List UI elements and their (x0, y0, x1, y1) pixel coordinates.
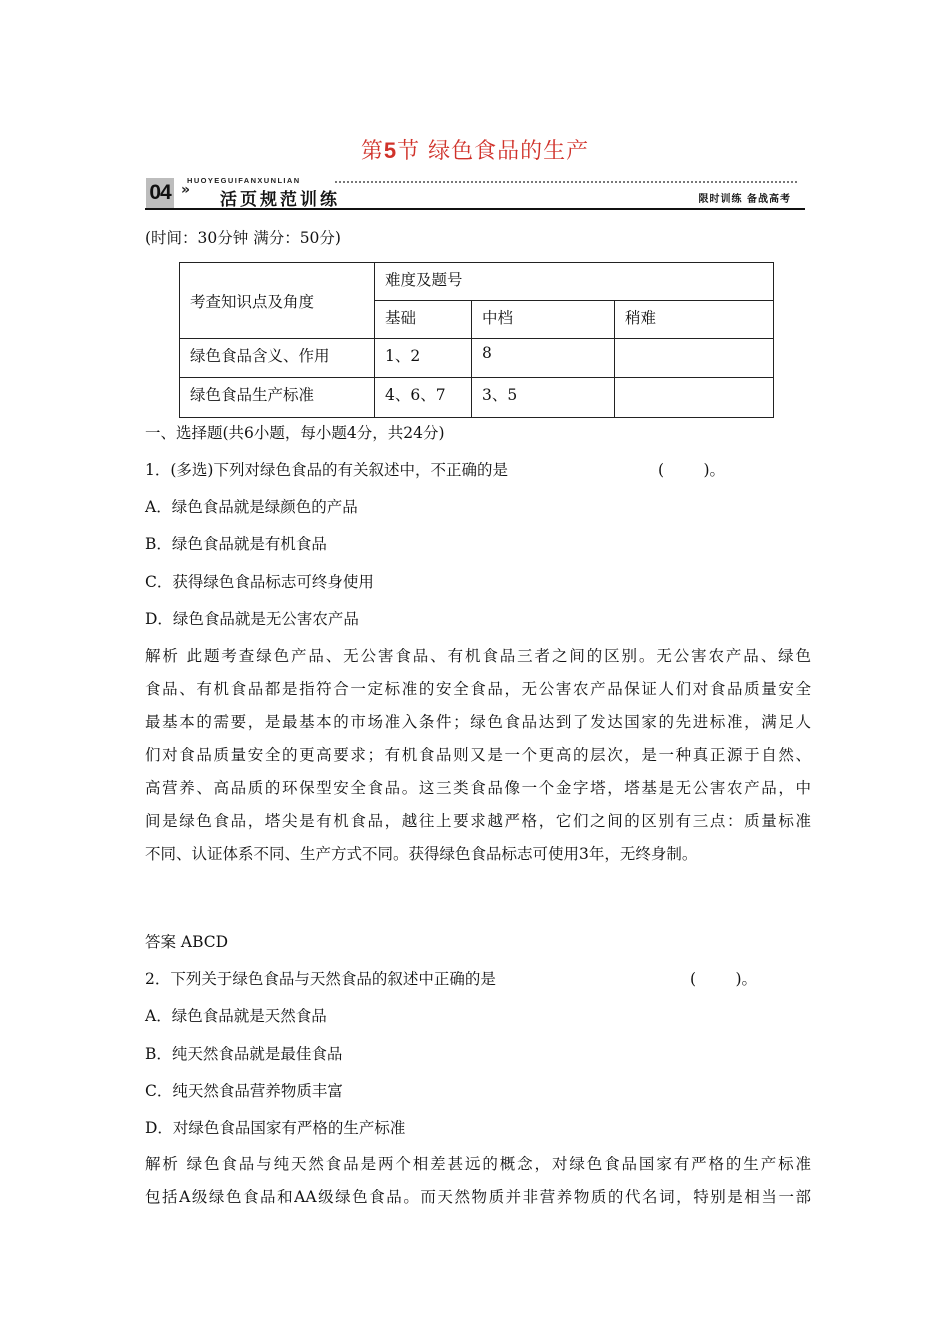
table-row (180, 378, 774, 418)
banner-dotted-line (335, 181, 797, 183)
section-banner (145, 172, 805, 212)
analysis-line: 高营养、高品质的环保型安全食品。这三类食品像一个金字塔，塔基是无公害农产品，中 (145, 779, 811, 797)
question-2-option-c: C．纯天然食品营养物质丰富 (145, 1082, 343, 1100)
question-1-answer: 答案 ABCD (145, 933, 229, 951)
analysis-line: 解析 绿色食品与纯天然食品是两个相差甚远的概念，对绿色食品国家有严格的生产标准 (145, 1155, 811, 1173)
banner-pinyin: HUOYEGUIFANXUNLIAN (187, 176, 301, 185)
analysis-line: 解析 此题考查绿色产品、无公害食品、有机食品三者之间的区别。无公害农产品、绿色 (145, 647, 811, 665)
chevron-right-icon: » (181, 182, 191, 198)
analysis-line: 包括A级绿色食品和AA级绿色食品。而天然物质并非营养物质的代名词，特别是相当一部 (145, 1188, 811, 1206)
banner-slogan: 限时训练 备战高考 (698, 194, 791, 205)
time-limit-line: (时间：30分钟 满分：50分) (145, 229, 341, 247)
section-heading: 一、选择题(共6小题，每小题4分，共24分) (145, 424, 445, 442)
question-2-answer-bracket: ( )。 (690, 970, 758, 988)
title-suffix: 节 绿色食品的生产 (397, 139, 590, 164)
row-topic: 绿色食品生产标准 (180, 378, 375, 418)
row-hard (615, 339, 774, 378)
question-1-option-b: B．绿色食品就是有机食品 (145, 535, 327, 553)
question-2-option-d: D．对绿色食品国家有严格的生产标准 (145, 1119, 406, 1137)
analysis-line: 最基本的需要，是最基本的市场准入条件；绿色食品达到了发达国家的先进标准，满足人 (145, 713, 811, 731)
level-mid: 中档 (472, 301, 615, 339)
analysis-line: 食品、有机食品都是指符合一定标准的安全食品，无公害农产品保证人们对食品质量安全 (145, 680, 811, 698)
question-2-analysis (145, 1148, 811, 1214)
row-mid: 8 (472, 339, 615, 378)
level-basic: 基础 (375, 301, 472, 339)
analysis-line: 间是绿色食品，塔尖是有机食品，越往上要求越严格，它们之间的区别有三点：质量标准 (145, 812, 811, 830)
analysis-line: 不同、认证体系不同、生产方式不同。获得绿色食品标志可使用3年，无终身制。 (145, 845, 698, 863)
row-hard (615, 378, 774, 418)
question-1-option-a: A．绿色食品就是绿颜色的产品 (145, 498, 358, 516)
analysis-line: 们对食品质量安全的更高要求；有机食品则又是一个更高的层次，是一种真正源于自然、 (145, 746, 811, 764)
page-title (0, 134, 950, 165)
banner-title: 活页规范训练 (220, 190, 340, 210)
question-1-stem: 1．(多选)下列对绿色食品的有关叙述中，不正确的是 (145, 461, 508, 479)
row-basic: 1、2 (375, 339, 472, 378)
row-basic: 4、6、7 (375, 378, 472, 418)
question-2-option-b: B．纯天然食品就是最佳食品 (145, 1045, 343, 1063)
banner-rule (145, 208, 805, 210)
row-mid: 3、5 (472, 378, 615, 418)
difficulty-header: 难度及题号 (375, 263, 774, 301)
question-1-analysis (145, 640, 811, 871)
question-2-stem: 2．下列关于绿色食品与天然食品的叙述中正确的是 (145, 970, 496, 988)
title-number: 5 (383, 138, 398, 163)
question-1-option-d: D．绿色食品就是无公害农产品 (145, 610, 359, 628)
table-row (180, 339, 774, 378)
banner-number-badge: 04 (146, 178, 174, 208)
knowledge-header: 考查知识点及角度 (180, 263, 375, 339)
title-prefix: 第 (360, 139, 384, 164)
question-2-option-a: A．绿色食品就是天然食品 (145, 1007, 327, 1025)
question-1-option-c: C．获得绿色食品标志可终身使用 (145, 573, 374, 591)
knowledge-table (179, 262, 774, 418)
question-1-answer-bracket: ( )。 (658, 461, 726, 479)
level-hard: 稍难 (615, 301, 774, 339)
row-topic: 绿色食品含义、作用 (180, 339, 375, 378)
